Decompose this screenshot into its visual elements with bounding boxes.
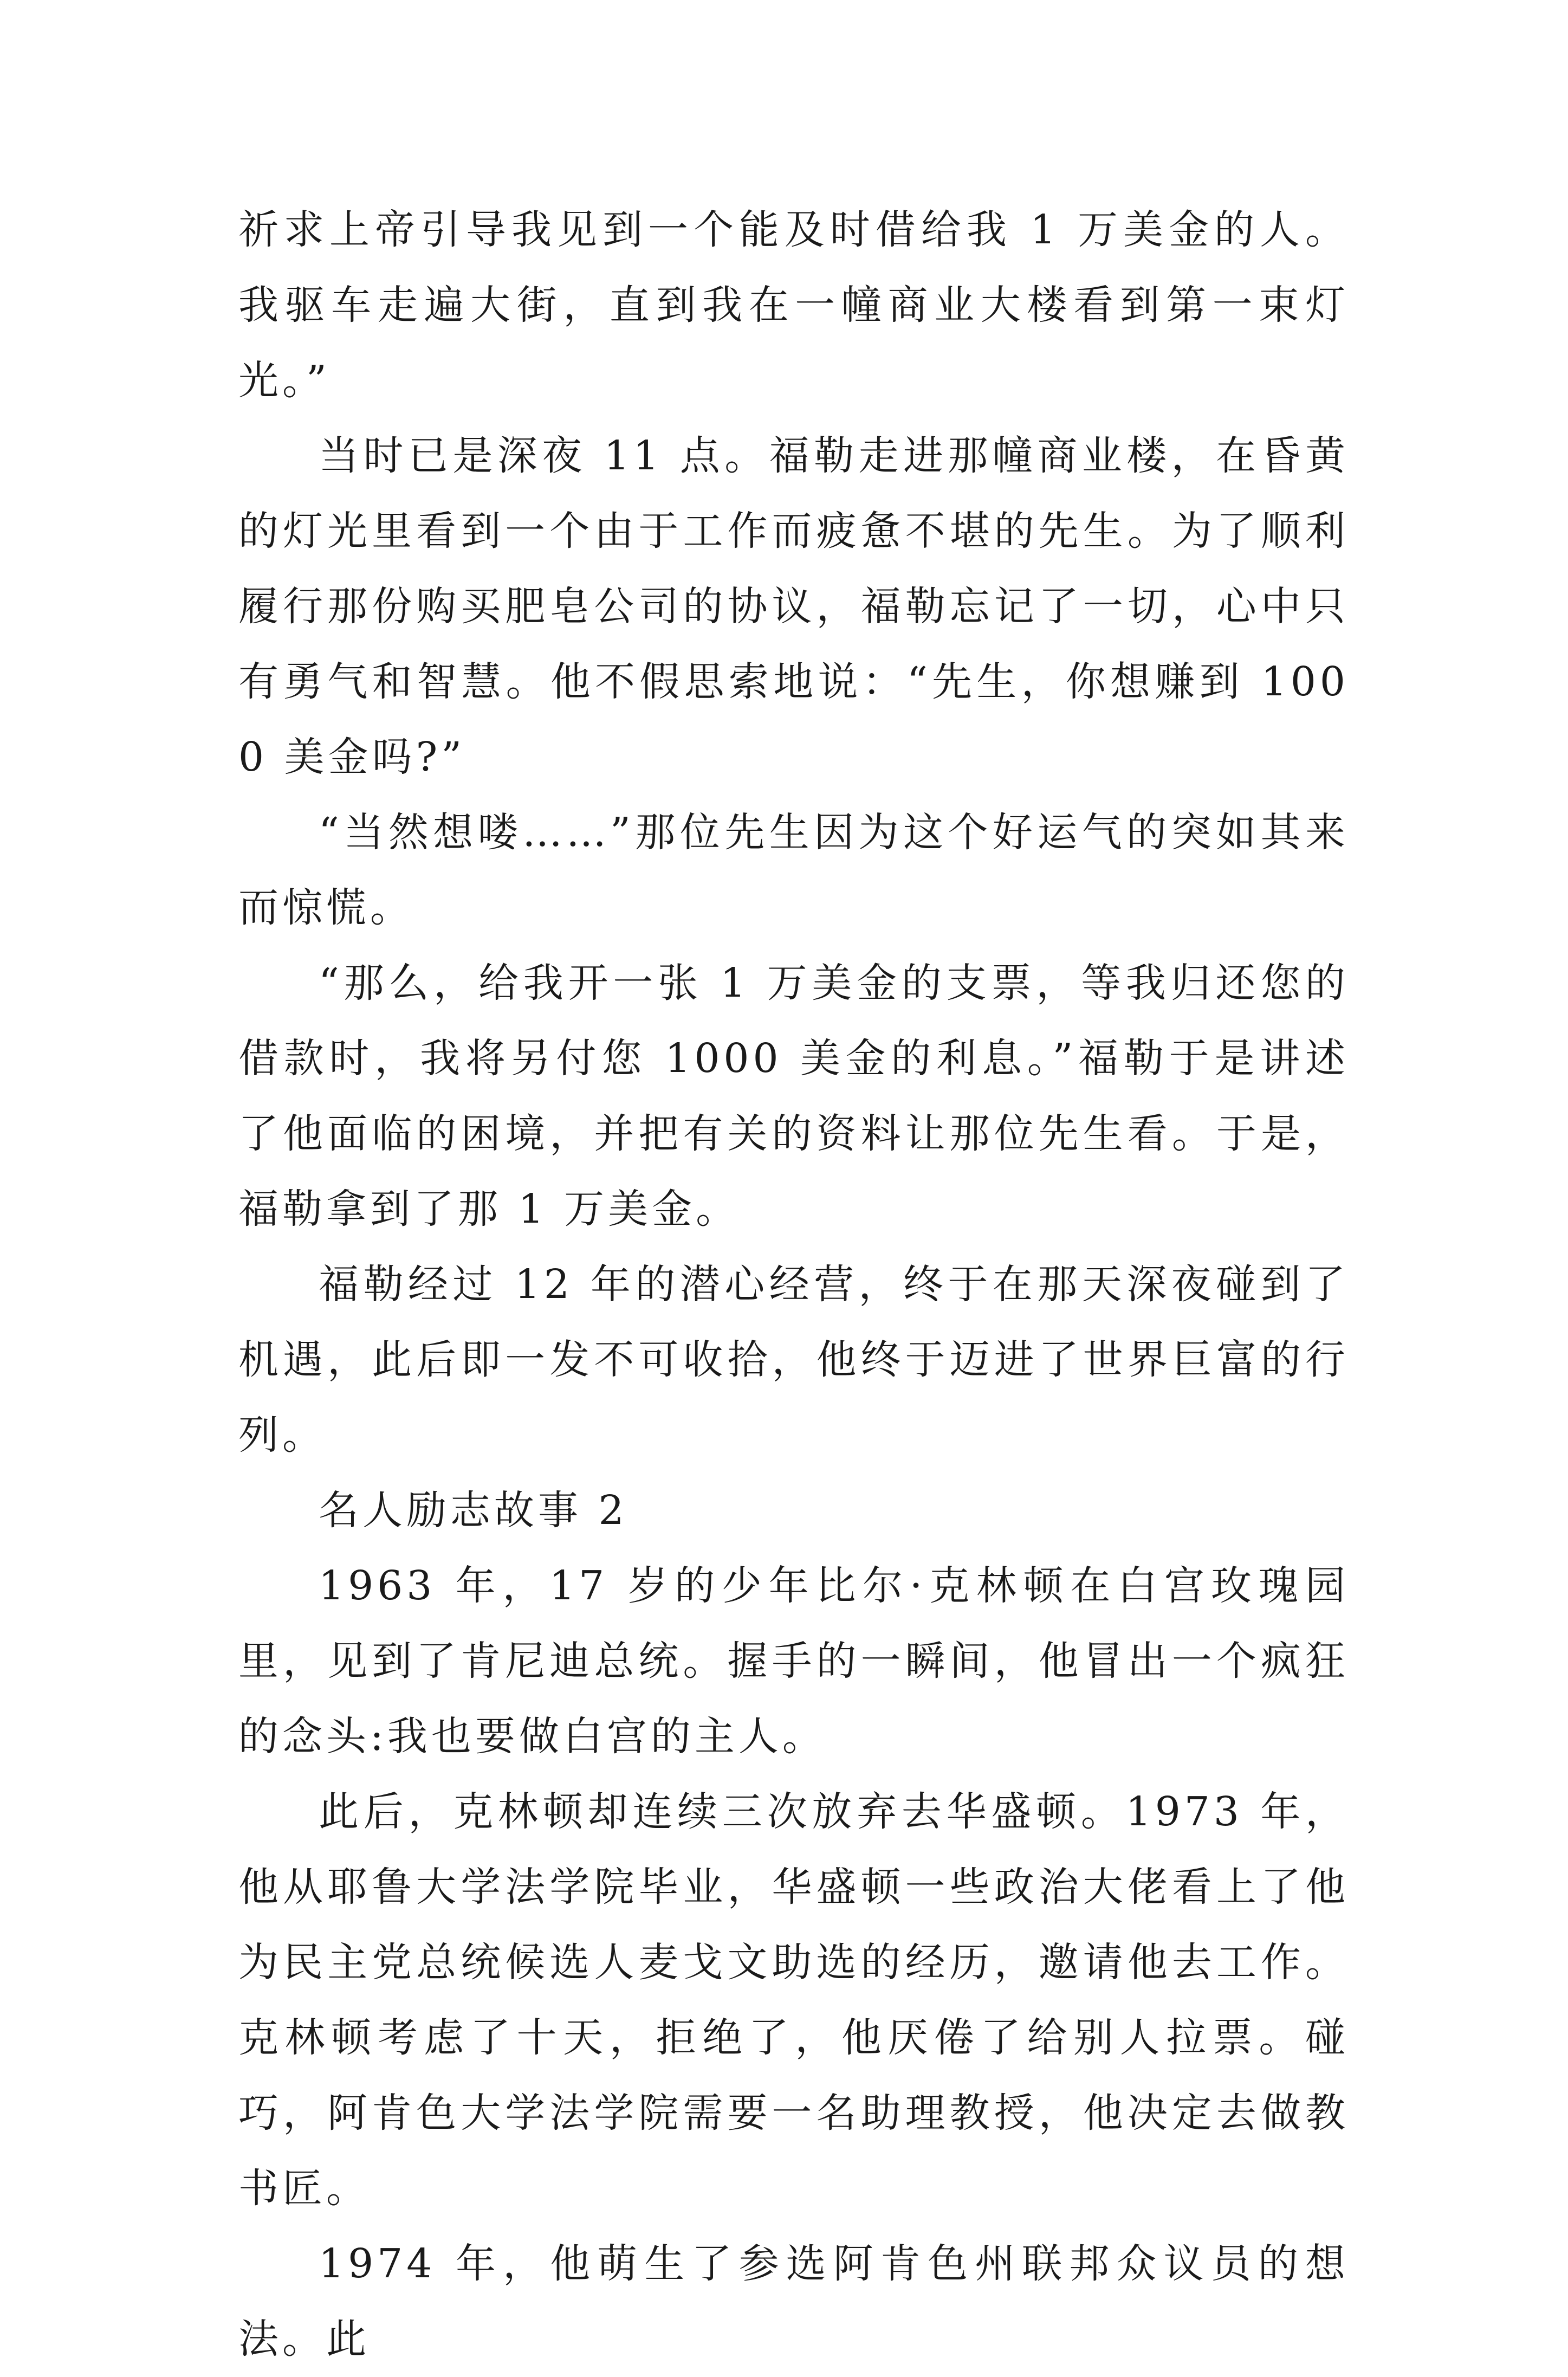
paragraph-6: 1963 年，17 岁的少年比尔·克林顿在白宫玫瑰园里，见到了肯尼迪总统。握手的一瞬间，他冒出一个疯狂的念头:我也要做白宫的主人。 (238, 1562, 1349, 1760)
paragraph-1: 祈求上帝引导我见到一个能及时借给我 1 万美金的人。我驱车走遍大街，直到我在一幢商业大楼看到第一束灯光。” (238, 206, 1349, 404)
paragraph-5: 福勒经过 12 年的潜心经营，终于在那天深夜碰到了机遇，此后即一发不可收拾，他终于迈进了世界巨富的行列。 (238, 1261, 1349, 1458)
paragraph-3: “当然想喽……”那位先生因为这个好运气的突如其来而惊慌。 (238, 809, 1349, 931)
paragraph-4: “那么，给我开一张 1 万美金的支票，等我归还您的借款时，我将另付您 1000 美金的利息。”福勒于是讲述了他面临的困境，并把有关的资料让那位先生看。于是，福勒拿到了那 1 万美金。 (238, 960, 1349, 1232)
document-body (238, 192, 1349, 2377)
paragraph-2: 当时已是深夜 11 点。福勒走进那幢商业楼，在昏黄的灯光里看到一个由于工作而疲惫不堪的先生。为了顺利履行那份购买肥皂公司的协议，福勒忘记了一切，心中只有勇气和智慧。他不假思索地说：“先生，你想赚到 1000 美金吗?” (238, 432, 1349, 780)
section-heading: 名人励志故事 2 (319, 1487, 628, 1534)
paragraph-8: 1974 年，他萌生了参选阿肯色州联邦众议员的想法。此 (238, 2240, 1349, 2362)
paragraph-7: 此后，克林顿却连续三次放弃去华盛顿。1973 年，他从耶鲁大学法学院毕业，华盛顿一些政治大佬看上了他为民主党总统候选人麦戈文助选的经历，邀请他去工作。克林顿考虑了十天，拒绝了，他厌倦了给别人拉票。碰巧，阿肯色大学法学院需要一名助理教授，他决定去做教书匠。 (238, 1788, 1349, 2212)
